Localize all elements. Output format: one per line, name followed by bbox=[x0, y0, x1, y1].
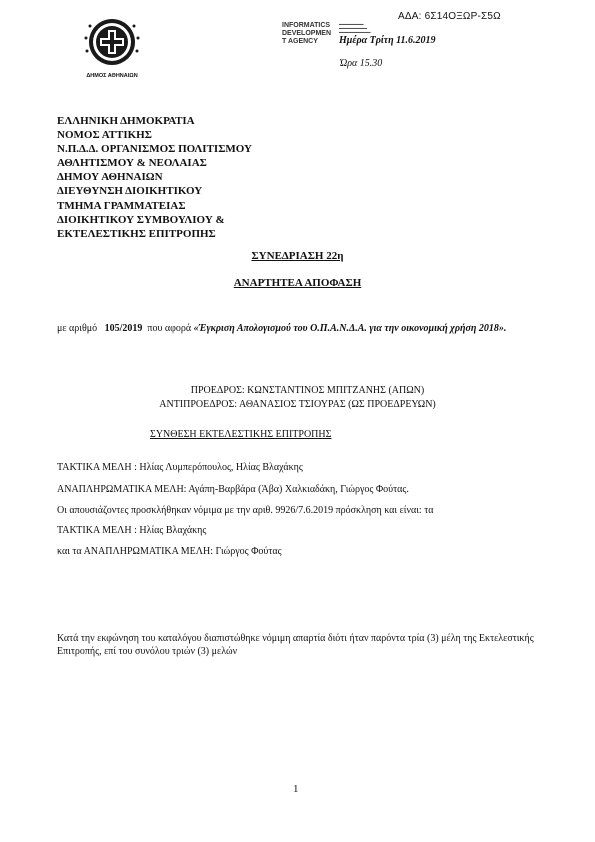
alternate-members: ΑΝΑΠΛΗΡΩΜΑΤΙΚΑ ΜΕΛΗ: Αγάπη-Βαρβάρα (Άβα) Χαλκιαδάκη, Γιώργος Φούτας. bbox=[57, 484, 409, 495]
header-line: ΔΙΕΥΘΥΝΣΗ ΔΙΟΙΚΗΤΙΚΟΥ bbox=[57, 185, 203, 198]
municipality-logo bbox=[76, 16, 148, 86]
absent-intro: Οι απουσιάζοντες προσκλήθηκαν νόμιμα με την αριθ. 9926/7.6.2019 πρόσκληση και είναι: τα bbox=[57, 505, 434, 516]
meeting-date: Ημέρα Τρίτη 11.6.2019 bbox=[339, 35, 436, 46]
vice-chair-line: ΑΝΤΙΠΡΟΕΔΡΟΣ: ΑΘΑΝΑΣΙΟΣ ΤΣΙΟΥΡΑΣ (ΩΣ ΠΡΟΕΔΡΕΥΩΝ) bbox=[159, 399, 436, 410]
quorum-paragraph: Κατά την εκφώνηση του καταλόγου διαπιστώθηκε νόμιμη απαρτία διότι ήταν παρόντα τρία (3) μέλη της Εκτελεστικής Επιτροπής, επί του συνόλου τριών (3) μελών bbox=[57, 633, 534, 657]
agency-stamp bbox=[282, 22, 331, 46]
ada-code: ΑΔΑ: 6Σ14ΟΞΩΡ-Σ5Ω bbox=[398, 11, 501, 22]
header-line: Ν.Π.Δ.Δ. ΟΡΓΑΝΙΣΜΟΣ ΠΟΛΙΤΙΣΜΟΥ bbox=[57, 143, 252, 156]
logo-caption: ΔΗΜΟΣ ΑΘΗΝΑΙΩΝ bbox=[86, 73, 138, 79]
agency-line: T AGENCY bbox=[282, 38, 318, 45]
header-line: ΑΘΛΗΤΙΣΜΟΥ & ΝΕΟΛΑΙΑΣ bbox=[57, 157, 207, 170]
header-line: ΝΟΜΟΣ ΑΤΤΙΚΗΣ bbox=[57, 129, 152, 142]
decision-prefix: με αριθμό bbox=[57, 323, 98, 334]
header-line: ΕΚΤΕΛΕΣΤΙΚΗΣ ΕΠΙΤΡΟΠΗΣ bbox=[57, 227, 216, 240]
page-number: 1 bbox=[293, 783, 299, 795]
meeting-time: Ώρα 15.30 bbox=[340, 58, 383, 69]
header-line: ΔΗΜΟΥ ΑΘΗΝΑΙΩΝ bbox=[57, 171, 163, 184]
letterhead bbox=[57, 114, 252, 241]
session-title: ΣΥΝΕΔΡΙΑΣΗ 22η bbox=[251, 250, 344, 262]
absent-alternate: και τα ΑΝΑΠΛΗΡΩΜΑΤΙΚΑ ΜΕΛΗ: Γιώργος Φούτας bbox=[57, 546, 282, 557]
decision-subject: «Έγκριση Απολογισμού του Ο.Π.Α.Ν.Δ.Α. για την οικονομική χρήση 2018». bbox=[193, 323, 507, 334]
posted-decision-title: ΑΝΑΡΤΗΤΕΑ ΑΠΟΦΑΣΗ bbox=[233, 277, 362, 289]
agency-line: INFORMATICS bbox=[282, 22, 331, 29]
header-line: ΤΜΗΜΑ ΓΡΑΜΜΑΤΕΙΑΣ bbox=[57, 199, 186, 212]
decision-paragraph bbox=[57, 321, 547, 336]
committee-title: ΣΥΝΘΕΣΗ ΕΚΤΕΛΕΣΤΙΚΗΣ ΕΠΙΤΡΟΠΗΣ bbox=[150, 429, 332, 440]
decision-number: 105/2019 bbox=[104, 323, 143, 334]
header-line: ΕΛΛΗΝΙΚΗ ΔΗΜΟΚΡΑΤΙΑ bbox=[57, 115, 195, 127]
agency-line: DEVELOPMEN bbox=[282, 30, 332, 37]
header-line: ΔΙΟΙΚΗΤΙΚΟΥ ΣΥΜΒΟΥΛΙΟΥ & bbox=[57, 213, 225, 226]
decision-middle: που αφορά bbox=[147, 323, 192, 334]
chair-line: ΠΡΟΕΔΡΟΣ: ΚΩΝΣΤΑΝΤΙΝΟΣ ΜΠΙΤΖΑΝΗΣ (ΑΠΩΝ) bbox=[190, 385, 425, 396]
stamp-small-print: ▬▬▬▬▬▬▬ ▬▬▬▬▬▬▬▬ ▬▬▬▬▬▬▬▬▬ bbox=[339, 22, 371, 34]
absent-regular: ΤΑΚΤΙΚΑ ΜΕΛΗ : Ηλίας Βλαχάκης bbox=[57, 525, 207, 536]
regular-members: ΤΑΚΤΙΚΑ ΜΕΛΗ : Ηλίας Λυμπερόπουλος, Ηλίας Βλαχάκης bbox=[57, 462, 303, 473]
